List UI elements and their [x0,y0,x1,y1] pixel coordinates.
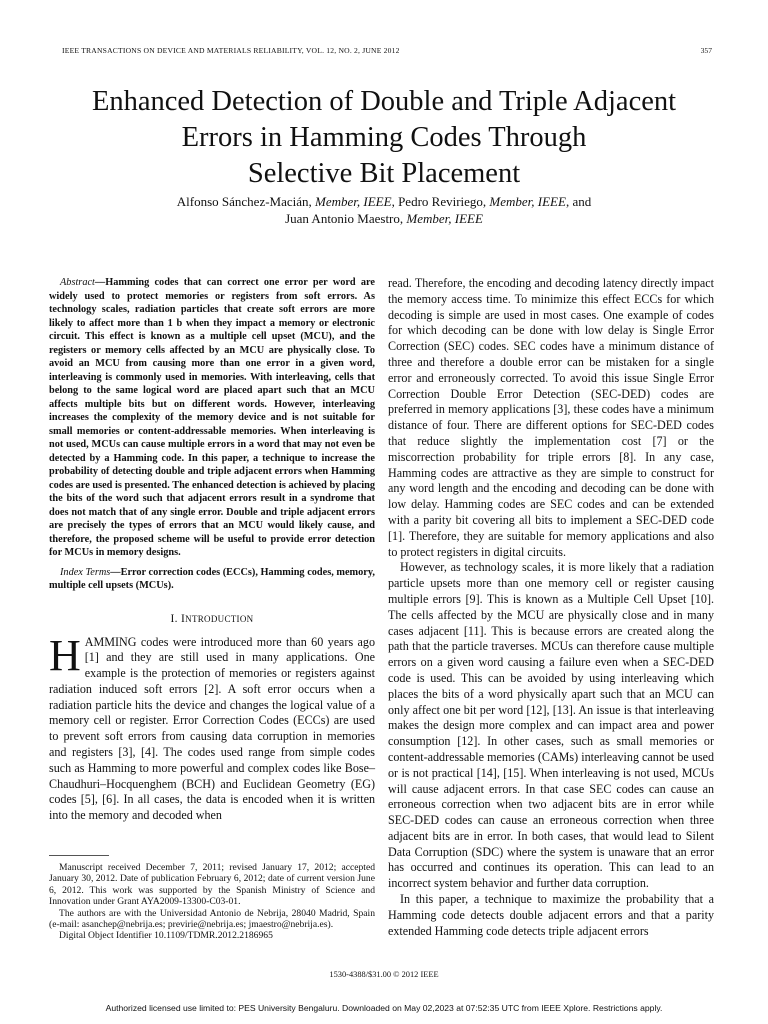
body-paragraph: However, as technology scales, it is more likely that a radiation particle upsets more than one memory cell or register causing multiple errors [9]. This is known as a Multiple Cell Upset [10]. The cells affected by the MCU are physically close and in many cases adjacent [11]. This is because errors are created along the path that the particle traverses. MCUs can therefore cause multiple errors on a given word causing a failure even when a SEC-DED code is used. This can be avoided by using interleaving which places the bits of a word physically apart such that an MCU can only affect one bit per word [12], [13]. An issue is that interleaving makes the design more complex and can impact area and power consumption [12]. In other cases, such as small memories or content-addressable memories (CAMs) interleaving cannot be used or is not practical [14], [15]. When interleaving is not used, MCUs will cause adjacent errors. In that case SEC codes can cause an erroneous correction when two adjacent bits are in error while SEC-DED codes can cause an erroneous correction when three adjacent bits are in error. In both cases, that would lead to Silent Data Corruption (SDC) where the system is unaware that an error has occurred and continues its operation. This can lead to an incorrect system behavior and further data corruption. [388,560,714,891]
download-notice: Authorized licensed use limited to: PES University Bengaluru. Downloaded on May 02,2023 at 07:52:35 UTC from IEEE Xplore. Restrictions apply. [105,1003,663,1013]
title-line-3: Selective Bit Placement [247,158,521,189]
section-title-cap: I [181,612,186,625]
abstract [49,276,375,560]
author-list [60,193,708,227]
running-head: IEEE TRANSACTIONS ON DEVICE AND MATERIALS RELIABILITY, VOL. 12, NO. 2, JUNE 2012 [62,46,400,55]
intro-paragraph-1 [49,630,375,825]
footnote-rule [49,855,109,856]
body-paragraph: read. Therefore, the encoding and decoding latency directly impact the memory access time. To minimize this effect ECCs for which decoding is simple are used in most cases. One example of codes for which decoding can be done with low delay is Single Error Correction (SEC) codes. SEC codes have a minimum distance of three and therefore a double error can be mistaken for a single error and erroneously corrected. To avoid this issue Single Error Correction Double Error Detection (SEC-DED) codes are preferred in memory applications [3], these codes have a minimum distance of four. There are different options for SEC-DED codes that reduce slightly the implementation cost [7] or the miscorrection probability for triple errors [8]. In any case, Hamming codes are attractive as they are simple to construct for any word length and the encoding and decoding can be done with low delay. Hamming codes are SEC codes and can be extended with a parity bit covering all bits to implement a SEC-DED code [1]. Therefore, they are suitable for memory applications and also to protect registers in digital circuits. [388,276,714,559]
title-line-1: Enhanced Detection of Double and Triple Adjacent [91,86,677,117]
footnote-manuscript: Manuscript received December 7, 2011; revised January 17, 2012; accepted January 30, 2012. Date of publication February 6, 2012; date of current version June 6, 2012. This work was supported by the Spanish Ministry of Science and Innovation under Grant AYA2009-13300-C03-01. [49,862,375,908]
author-role: Member, IEEE [315,194,392,209]
paragraph-text: codes were introduced more than 60 years ago [1] and they are still used in many applications. One example is the protection of memories or registers against radiation induced soft errors [2]. A soft error occurs when a radiation particle hits the device and changes the logical value of a memory cell or register. Error Correction Codes (ECCs) are used to prevent soft errors from causing data corruption in memories and registers [3], [4]. The codes used range from simple codes such as Hamming to more powerful and complex codes like Bose–Chaudhuri–Hocquenghem (BCH) and Euclidean Geometry (EG) codes [5], [6]. In all cases, the data is encoded when it is written into the memory and decoded when [49,634,375,823]
drop-cap: H [49,630,81,680]
section-title-rest: NTRODUCTION [185,613,254,624]
footnote-affiliation: The authors are with the Universidad Antonio de Nebrija, 28040 Madrid, Spain (e-mail: asanchep@nebrija.es; previrie@nebrija.es; jmaestro@nebrija.es). [49,907,375,931]
paper-title [40,84,728,192]
author-role: Member, IEEE [489,194,566,209]
footnotes [49,862,375,942]
abstract-text: —Hamming codes that can correct one error per word are widely used to protect memories or registers from soft errors. As technology scales, radiation particles that create soft errors are more likely to affect more than 1 b when they impact a memory or electronic circuit. This effect is known as a multiple cell upset (MCU), and the registers or memory cells affected by an MCU are physically close. To avoid an MCU from causing more than one error in a given word, interleaving is commonly used in memories. With interleaving, cells that belong to the same logical word are placed apart such that an MCU affects multiple bits but on different words. However, interleaving increases the complexity of the memory device and is not suitable for small memories or content-addressable memories. When interleaving is not used, MCUs can cause multiple errors in a word that may not even be detected by a Hamming code. In this paper, a technique to increase the probability of detecting double and triple adjacent errors when Hamming codes are used is presented. The enhanced detection is achieved by placing the bits of the word such that adjacent errors result in a syndrome that does not match that of any single error. Double and triple adjacent errors are precisely the types of errors that an MCU would likely cause, and therefore, the proposed scheme will be useful to provide error detection for MCUs in memory designs. [49,277,375,558]
footnote-doi: Digital Object Identifier 10.1109/TDMR.2012.2186965 [59,930,273,942]
abstract-label: Abstract [60,277,95,288]
author-separator: , Pedro Reviriego, [391,194,490,209]
copyright-line: 1530-4388/$31.00 © 2012 IEEE [329,970,439,979]
author-line-2 [60,210,708,227]
author-name: Juan Antonio Maestro, [285,211,407,226]
right-column [388,276,714,939]
author-line-1 [60,193,708,210]
author-name: Alfonso Sánchez-Macián, [176,194,316,209]
left-column [49,276,375,824]
index-terms-label: Index Terms [60,566,111,578]
author-separator: , and [565,194,592,209]
page-number: 357 [700,46,712,55]
index-terms-text: —Error correction codes (ECCs), Hamming codes, memory, multiple cell upsets (MCUs). [49,566,375,591]
section-number: I. [170,612,182,625]
title-line-2: Errors in Hamming Codes Through [181,122,587,153]
author-role: Member, IEEE [406,211,483,226]
index-terms [49,566,375,593]
first-word-rest: AMMING [84,634,137,649]
section-heading-introduction [49,613,375,625]
body-paragraph: In this paper, a technique to maximize the probability that a Hamming code detects double adjacent errors and that a parity extended Hamming code detects triple adjacent errors [388,892,714,938]
